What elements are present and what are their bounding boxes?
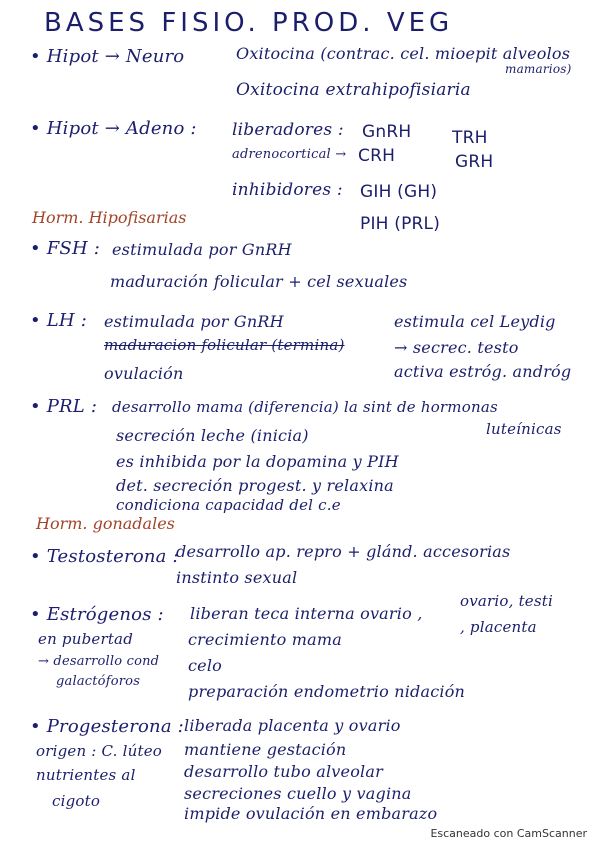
progesterona-line-2: mantiene gestación xyxy=(184,740,347,759)
fsh-line-1: estimulada por GnRH xyxy=(112,240,292,259)
heading-horm-hipofisarias: Horm. Hipofisarias xyxy=(32,208,187,227)
estrogenos-left-2: en pubertad xyxy=(38,630,133,648)
progesterona-line-5: impide ovulación en embarazo xyxy=(184,804,438,823)
gnrh-label: GnRH xyxy=(362,122,412,142)
estrogenos-line-1-right: ovario, testi xyxy=(460,592,554,610)
oxitocina-line-1: Oxitocina (contrac. cel. mioepit alveolos xyxy=(236,44,571,63)
crh-label: CRH xyxy=(358,146,396,166)
estrogenos-line-2: crecimiento mama xyxy=(188,630,342,649)
bullet-lh: • LH : xyxy=(30,310,87,331)
lh-line-2-struck: maduracion folicular (termina) xyxy=(104,336,345,354)
progesterona-left-3: nutrientes al xyxy=(36,766,136,784)
lh-line-1: estimulada por GnRH xyxy=(104,312,284,331)
prl-line-2: secreción leche (inicia) xyxy=(116,426,309,445)
bullet-fsh: • FSH : xyxy=(30,238,101,259)
camscanner-watermark: Escaneado con CamScanner xyxy=(430,827,587,840)
bullet-hipot-neuro: • Hipot → Neuro xyxy=(30,46,185,67)
oxitocina-line-1-cont: mamarios) xyxy=(505,62,572,76)
bullet-prl: • PRL : xyxy=(30,396,98,417)
page-title: BASES FISIO. PROD. VEG xyxy=(44,8,454,38)
estrogenos-left-3: → desarrollo cond xyxy=(38,654,160,669)
prl-line-1-cont: luteínicas xyxy=(486,420,562,438)
bullet-progesterona: • Progesterona : xyxy=(30,716,184,737)
liberadores-label: liberadores : xyxy=(232,120,344,140)
bullet-testosterona: • Testosterona : xyxy=(30,546,179,567)
bullet-estrogenos: • Estrógenos : xyxy=(30,604,164,625)
pih-label: PIH (PRL) xyxy=(360,214,441,234)
lh-line-3: ovulación xyxy=(104,364,184,383)
oxitocina-line-2: Oxitocina extrahipofisiaria xyxy=(236,80,471,100)
estrogenos-line-3: celo xyxy=(188,656,222,675)
prl-line-5: condiciona capacidad del c.e xyxy=(116,496,341,514)
inhibidores-label: inhibidores : xyxy=(232,180,343,200)
lh-right-1: estimula cel Leydig xyxy=(394,312,556,331)
estrogenos-line-1-right2: , placenta xyxy=(460,618,537,636)
grh-label: GRH xyxy=(455,152,494,172)
estrogenos-left-4: galactóforos xyxy=(56,674,141,689)
testosterona-line-2: instinto sexual xyxy=(176,568,298,587)
estrogenos-line-4: preparación endometrio nidación xyxy=(188,682,466,701)
progesterona-left-2: origen : C. lúteo xyxy=(36,742,163,760)
lh-right-3: activa estróg. andróg xyxy=(394,362,572,381)
bullet-hipot-adeno: • Hipot → Adeno : xyxy=(30,118,197,139)
prl-line-3: es inhibida por la dopamina y PIH xyxy=(116,452,399,471)
fsh-line-2: maduración folicular + cel sexuales xyxy=(110,272,408,291)
progesterona-left-4: cigoto xyxy=(52,792,101,810)
progesterona-line-4: secreciones cuello y vagina xyxy=(184,784,412,803)
lh-right-2: → secrec. testo xyxy=(394,338,519,357)
prl-line-4: det. secreción progest. y relaxina xyxy=(116,476,394,495)
heading-horm-gonadales: Horm. gonadales xyxy=(36,514,175,533)
adrenocortical-label: adrenocortical → xyxy=(232,147,347,162)
prl-line-1: desarrollo mama (diferencia) la sint de hormonas xyxy=(112,398,498,416)
progesterona-line-3: desarrollo tubo alveolar xyxy=(184,762,383,781)
estrogenos-line-1: liberan teca interna ovario , xyxy=(190,604,423,623)
testosterona-line-1: desarrollo ap. repro + glánd. accesorias xyxy=(176,542,511,561)
trh-label: TRH xyxy=(452,128,488,148)
gih-label: GIH (GH) xyxy=(360,182,438,202)
progesterona-line-1: liberada placenta y ovario xyxy=(184,716,401,735)
